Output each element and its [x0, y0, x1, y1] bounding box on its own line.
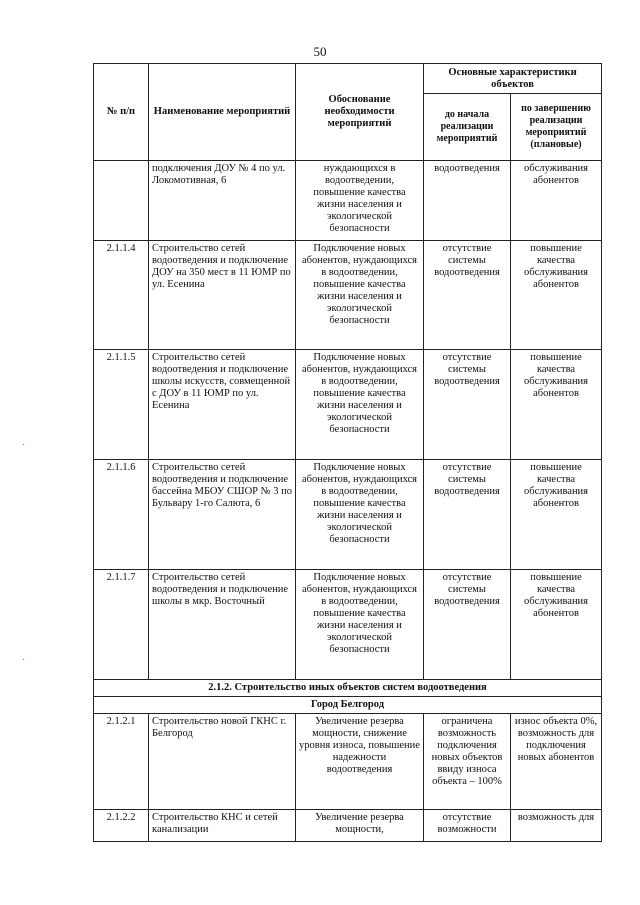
row-after: повышение качества обслуживания абонентов [511, 350, 602, 460]
row-num: 2.1.2.2 [94, 810, 149, 842]
header-name: Наименование мероприятий [149, 64, 296, 161]
row-before: отсутствие системы водоотведения [424, 570, 511, 680]
row-after: износ объекта 0%, возможность для подключения новых абонентов [511, 714, 602, 810]
row-before: отсутствие системы водоотведения [424, 460, 511, 570]
page-number: 50 [313, 44, 327, 59]
row-reason: Подключение новых абонентов, нуждающихся в водоотведении, повышение качества жизни населения и экологической безопасности [296, 570, 424, 680]
row-before: отсутствие системы водоотведения [424, 350, 511, 460]
table-row [94, 570, 602, 680]
row-after: повышение качества обслуживания абонентов [511, 570, 602, 680]
row-name: Строительство КНС и сетей канализации [149, 810, 296, 842]
row-reason: Увеличение резерва мощности, [296, 810, 424, 842]
row-reason: Подключение новых абонентов, нуждающихся в водоотведении, повышение качества жизни населения и экологической безопасности [296, 460, 424, 570]
row-before: отсутствие системы водоотведения [424, 241, 511, 350]
table-row [94, 161, 602, 241]
table-row [94, 241, 602, 350]
header-characteristics: Основные характеристики объектов [424, 64, 602, 94]
table-row [94, 460, 602, 570]
scan-mark: · [22, 440, 26, 451]
scan-mark: · [22, 655, 26, 666]
row-reason: Подключение новых абонентов, нуждающихся в водоотведении, повышение качества жизни населения и экологической безопасности [296, 350, 424, 460]
row-num: 2.1.1.4 [94, 241, 149, 350]
city-title: Город Белгород [94, 697, 602, 714]
row-num [94, 161, 149, 241]
row-num: 2.1.2.1 [94, 714, 149, 810]
row-reason: Увеличение резерва мощности, снижение уровня износа, повышение надежности водоотведения [296, 714, 424, 810]
header-after: по завершению реализации мероприятий (плановые) [511, 94, 602, 161]
row-name: Строительство сетей водоотведения и подключение бассейна МБОУ СШОР № 3 по Бульвару 1-го Салюта, 6 [149, 460, 296, 570]
header-num: № п/п [94, 64, 149, 161]
row-name: подключения ДОУ № 4 по ул. Локомотивная, 6 [149, 161, 296, 241]
header-reason: Обоснование необходимости мероприятий [296, 64, 424, 161]
row-before: водоотведения [424, 161, 511, 241]
row-after: повышение качества обслуживания абонентов [511, 241, 602, 350]
table-row [94, 714, 602, 810]
row-after: обслуживания абонентов [511, 161, 602, 241]
measures-table [93, 63, 602, 842]
city-row [94, 697, 602, 714]
row-before: ограничена возможность подключения новых объектов ввиду износа объекта – 100% [424, 714, 511, 810]
row-num: 2.1.1.7 [94, 570, 149, 680]
row-name: Строительство новой ГКНС г. Белгород [149, 714, 296, 810]
row-before: отсутствие возможности [424, 810, 511, 842]
row-name: Строительство сетей водоотведения и подключение школы искусств, совмещенной с ДОУ в 11 ЮМР по ул. Есенина [149, 350, 296, 460]
row-num: 2.1.1.6 [94, 460, 149, 570]
row-num: 2.1.1.5 [94, 350, 149, 460]
row-reason: Подключение новых абонентов, нуждающихся в водоотведении, повышение качества жизни населения и экологической безопасности [296, 241, 424, 350]
section-row [94, 680, 602, 697]
row-name: Строительство сетей водоотведения и подключение ДОУ на 350 мест в 11 ЮМР по ул. Есенина [149, 241, 296, 350]
section-title: 2.1.2. Строительство иных объектов систем водоотведения [94, 680, 602, 697]
row-name: Строительство сетей водоотведения и подключение школы в мкр. Восточный [149, 570, 296, 680]
header-before: до начала реализации мероприятий [424, 94, 511, 161]
row-after: возможность для [511, 810, 602, 842]
table-row [94, 810, 602, 842]
row-after: повышение качества обслуживания абонентов [511, 460, 602, 570]
table-row [94, 350, 602, 460]
row-reason: нуждающихся в водоотведении, повышение качества жизни населения и экологической безопасности [296, 161, 424, 241]
